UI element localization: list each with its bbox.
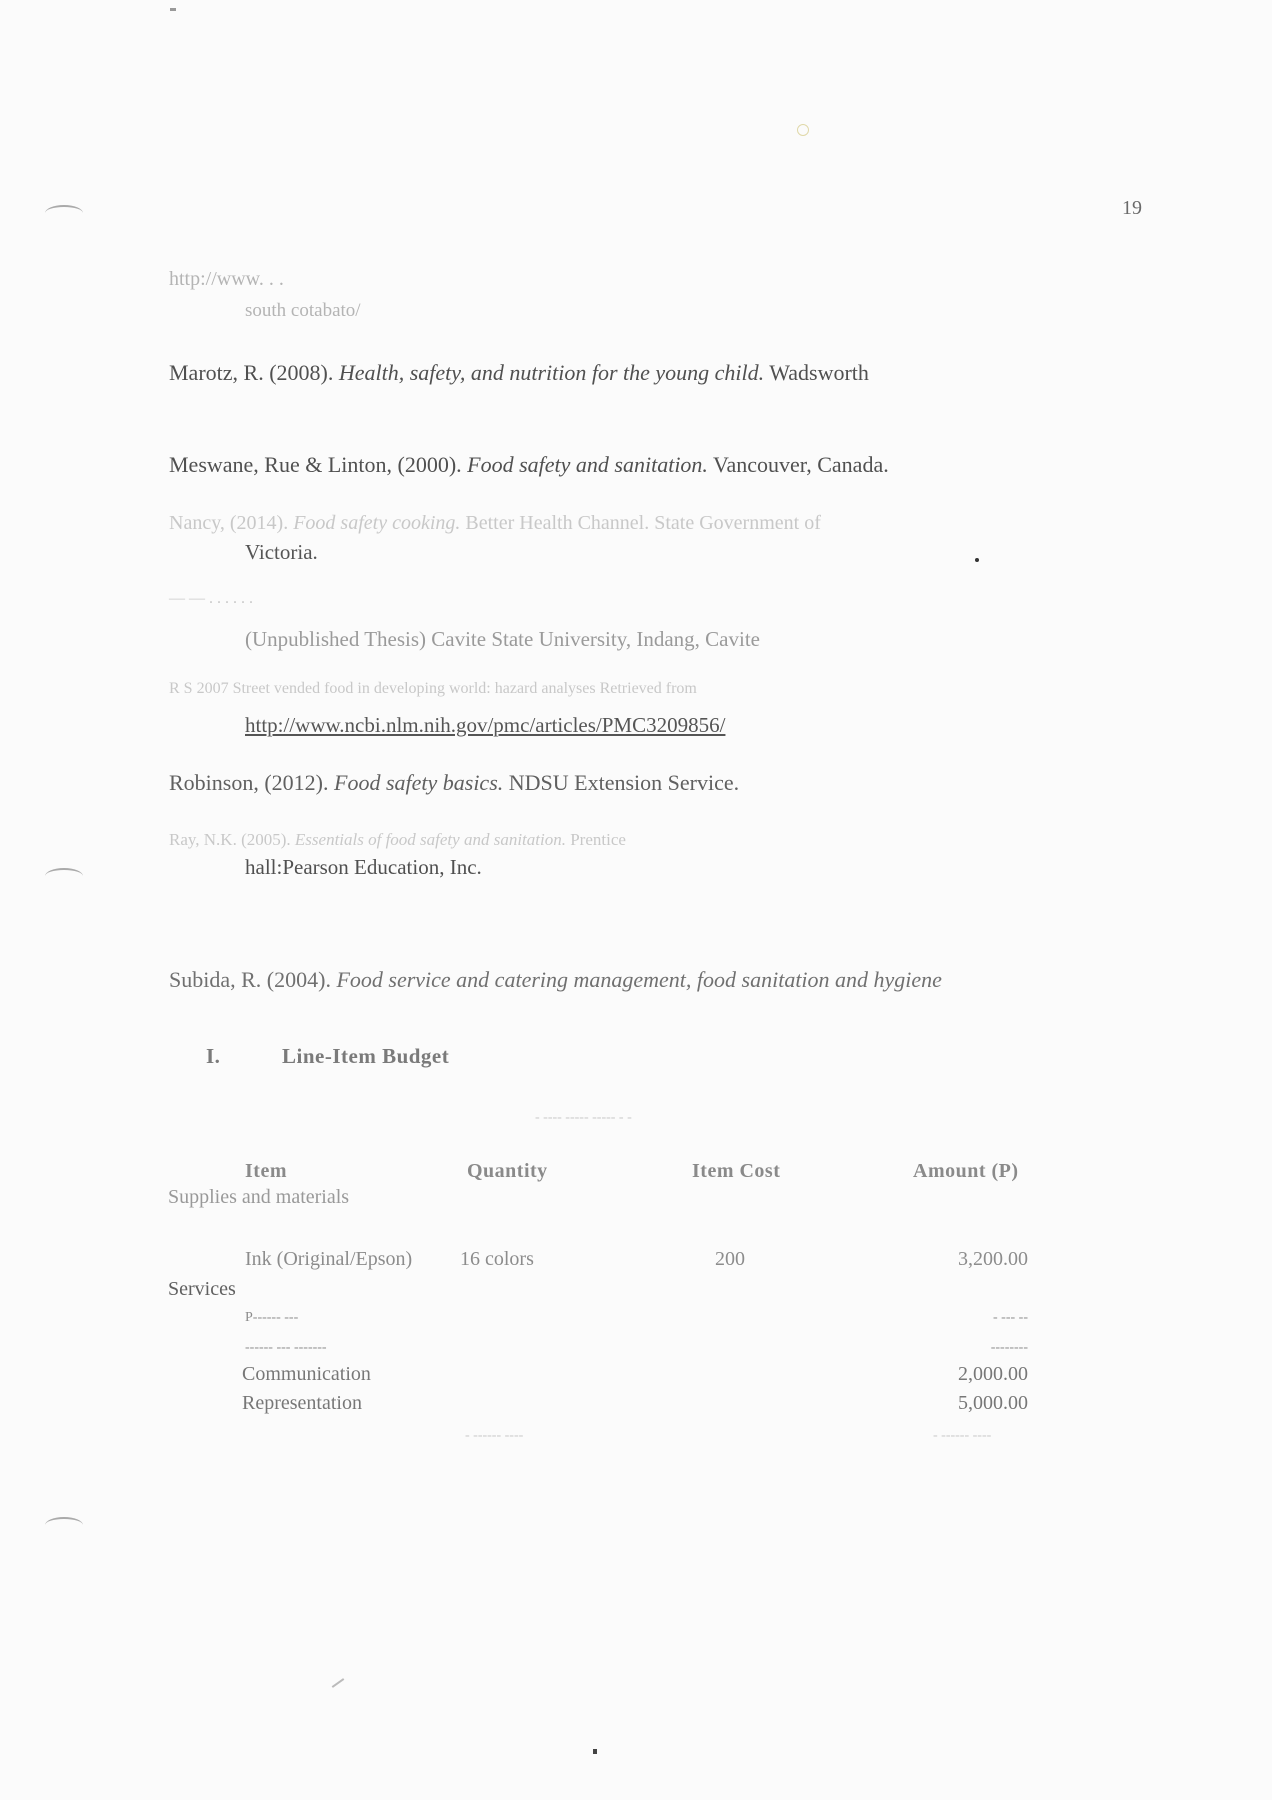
speck-circle — [797, 124, 809, 136]
reference-title: Food safety and sanitation. — [467, 452, 708, 477]
reference-author: Nancy, (2014). — [169, 512, 289, 534]
budget-section-title: Line-Item Budget — [282, 1044, 450, 1068]
budget-group-supplies: Supplies and materials — [168, 1186, 350, 1208]
reference-subida — [169, 967, 942, 993]
budget-total-faded: - ------ ---- — [465, 1428, 524, 1443]
budget-row-item: Representation — [242, 1392, 362, 1414]
reference-ray-line2: hall:Pearson Education, Inc. — [245, 855, 482, 879]
budget-section-number: I. — [206, 1044, 221, 1068]
budget-row-item: Communication — [242, 1363, 371, 1385]
budget-row-item: P------ --- — [245, 1310, 299, 1325]
budget-row-item: ------ --- ------- — [245, 1340, 327, 1355]
budget-row-amount: 3,200.00 — [958, 1248, 1028, 1270]
reference-pmc-line1: R S 2007 Street vended food in developing world: hazard analyses Retrieved from — [169, 680, 697, 697]
reference-title: Food safety cooking. — [293, 512, 461, 534]
speck-bottom — [593, 1749, 597, 1754]
column-header-amount: Amount (P) — [913, 1160, 1019, 1182]
punch-hole-mark-2 — [45, 868, 83, 884]
budget-row-amount: 2,000.00 — [958, 1363, 1028, 1385]
budget-row-amount: - --- -- — [993, 1310, 1028, 1325]
reference-author: Subida, R. (2004). — [169, 967, 331, 992]
speck-top — [170, 8, 176, 11]
reference-ray-line1 — [169, 830, 626, 850]
reference-author: Meswane, Rue & Linton, (2000). — [169, 452, 462, 477]
reference-meswane — [169, 452, 889, 478]
reference-publisher: Wadsworth — [769, 360, 869, 385]
punch-hole-mark-3 — [45, 1517, 83, 1533]
budget-total-amount-faded: - ------ ---- — [933, 1428, 992, 1443]
budget-subtitle: - ---- ----- ----- - - — [535, 1110, 632, 1125]
budget-group-services: Services — [168, 1278, 236, 1300]
reference-thesis-line2: (Unpublished Thesis) Cavite State University, Indang, Cavite — [245, 627, 760, 651]
budget-row-amount: 5,000.00 — [958, 1392, 1028, 1414]
reference-author: Robinson, (2012). — [169, 770, 329, 795]
reference-title: Essentials of food safety and sanitation. — [294, 830, 566, 849]
reference-author: Ray, N.K. (2005). — [169, 830, 291, 849]
column-header-item: Item — [245, 1160, 287, 1182]
punch-hole-mark-1 — [45, 205, 83, 221]
reference-title: Health, safety, and nutrition for the young child. — [338, 360, 765, 385]
speck-victoria — [975, 558, 979, 562]
reference-publisher: Prentice — [570, 830, 626, 849]
reference-nancy-line2: Victoria. — [245, 540, 318, 564]
reference-title: Food safety basics. — [334, 770, 504, 795]
budget-row-amount: -------- — [990, 1340, 1028, 1355]
reference-pmc-link[interactable]: http://www.ncbi.nlm.nih.gov/pmc/articles/PMC3209856/ — [245, 713, 726, 737]
page-number: 19 — [1122, 197, 1142, 219]
reference-url-top-line1: http://www. . . — [169, 268, 284, 290]
reference-thesis-line1: — — . . . . . . — [169, 590, 253, 607]
column-header-item-cost: Item Cost — [692, 1160, 781, 1182]
budget-row-cost: 200 — [715, 1248, 745, 1270]
budget-row-item: Ink (Original/Epson) — [245, 1248, 413, 1270]
reference-title: Food service and catering management, food sanitation and hygiene — [336, 967, 942, 992]
reference-url-top-line2: south cotabato/ — [245, 300, 361, 321]
reference-publisher: NDSU Extension Service. — [508, 770, 740, 795]
reference-marotz — [169, 360, 869, 386]
reference-robinson — [169, 770, 739, 796]
column-header-quantity: Quantity — [467, 1160, 548, 1182]
reference-nancy-line1 — [169, 512, 821, 535]
reference-author: Marotz, R. (2008). — [169, 360, 334, 385]
reference-publisher: Vancouver, Canada. — [713, 452, 889, 477]
pen-stroke — [332, 1678, 345, 1688]
budget-row-quantity: 16 colors — [460, 1248, 534, 1270]
reference-publisher: Better Health Channel. State Government of — [465, 512, 821, 534]
